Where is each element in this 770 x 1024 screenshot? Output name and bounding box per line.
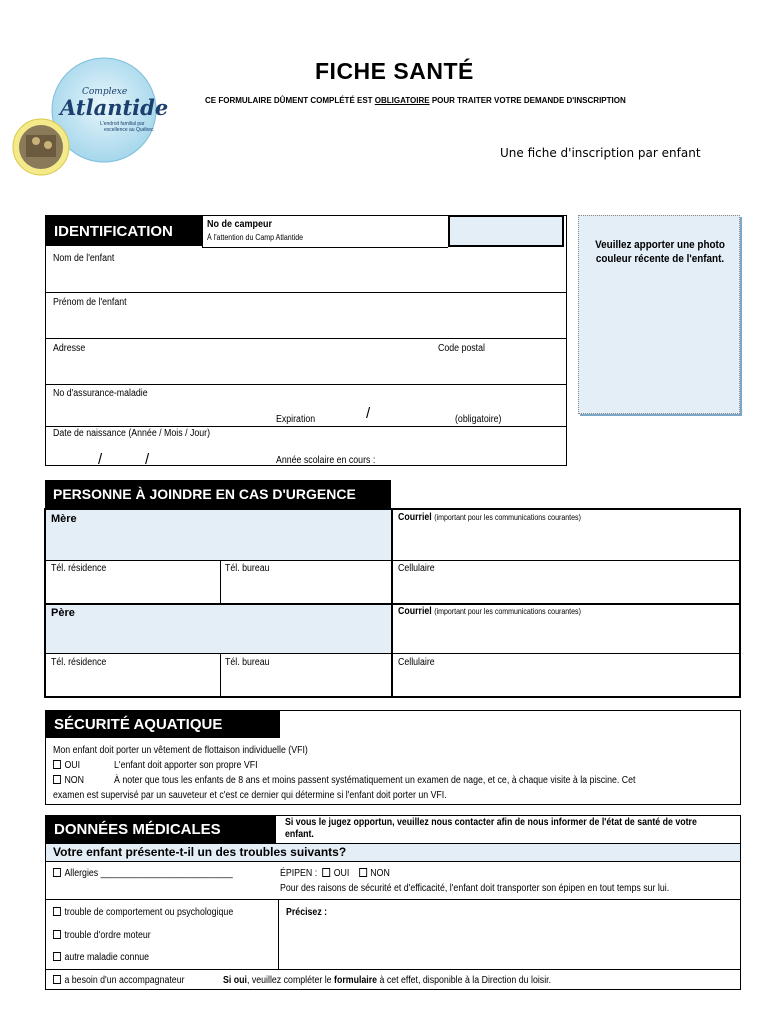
mother-home-tel-label: Tél. résidence	[51, 563, 107, 574]
companion-note-end: à cet effet, disponible à la Direction du loisir.	[377, 975, 552, 986]
camper-no-divider-h	[202, 247, 448, 248]
child-name-field[interactable]	[46, 265, 566, 290]
identification-heading-text: IDENTIFICATION	[54, 223, 173, 240]
aquatic-heading	[46, 711, 280, 738]
subtitle-underlined: OBLIGATOIRE	[374, 96, 430, 105]
allergies-row[interactable]	[53, 868, 233, 879]
companion-row[interactable]	[53, 975, 185, 986]
companion-note-bold: Si oui	[223, 975, 247, 986]
father-email-note: (important pour les communications courantes)	[434, 607, 581, 616]
epipen-row	[280, 868, 390, 879]
father-email-label-text: Courriel	[398, 606, 432, 617]
mother-work-tel-label: Tél. bureau	[225, 563, 270, 574]
expiration-slash: /	[366, 405, 371, 422]
logo-tagline-2: excellence au Québec	[104, 127, 154, 133]
school-year-label: Année scolaire en cours :	[276, 455, 376, 466]
father-work-tel-field[interactable]	[222, 669, 389, 695]
school-year-field[interactable]	[380, 450, 560, 464]
subtitle-part-1: CE FORMULAIRE DÛMENT COMPLÉTÉ EST	[205, 96, 375, 105]
divider	[46, 560, 740, 561]
father-cell-field[interactable]	[394, 669, 738, 695]
father-name-field[interactable]	[46, 605, 391, 653]
subtitle-part-2: POUR TRAITER VOTRE DEMANDE D'INSCRIPTION	[429, 96, 626, 105]
allergies-label: Allergies ___________________________	[64, 868, 233, 879]
vfi-oui-checkbox[interactable]	[53, 760, 61, 769]
identification-heading	[46, 216, 202, 246]
vfi-non-checkbox[interactable]	[53, 775, 61, 784]
epipen-oui-checkbox[interactable]	[322, 868, 330, 877]
specify-label: Précisez :	[286, 907, 328, 918]
camper-no-divider	[202, 215, 203, 247]
logo-main-text: Atlantide	[60, 95, 169, 120]
epipen-label: ÉPIPEN :	[280, 868, 318, 879]
vfi-non-row[interactable]	[53, 775, 84, 786]
child-firstname-field[interactable]	[46, 309, 566, 336]
camper-no-label: No de campeur	[207, 219, 273, 230]
epipen-oui-label: OUI	[333, 868, 350, 879]
father-label: Père	[51, 607, 75, 619]
camper-no-input[interactable]	[448, 215, 564, 247]
address-label: Adresse	[53, 343, 86, 354]
divider	[45, 338, 567, 339]
date-of-birth-label: Date de naissance (Année / Mois / Jour)	[53, 428, 211, 439]
other-illness-label: autre maladie connue	[64, 952, 150, 963]
companion-checkbox[interactable]	[53, 975, 61, 984]
epipen-note: Pour des raisons de sécurité et d'efficacité, l'enfant doit transporter son épipen en tout temps sur lui.	[280, 883, 670, 894]
mother-label: Mère	[51, 513, 77, 525]
divider	[46, 899, 740, 900]
father-email-field[interactable]	[394, 619, 738, 652]
epipen-non-label: NON	[370, 868, 390, 879]
medical-heading-text: DONNÉES MÉDICALES	[54, 821, 221, 838]
motor-checkbox[interactable]	[53, 930, 61, 939]
camper-no-sublabel: À l'attention du Camp Atlantide	[207, 233, 304, 242]
child-firstname-label: Prénom de l'enfant	[53, 297, 127, 308]
logo-graphic	[8, 55, 168, 185]
logo-top-text: Complexe	[82, 87, 128, 97]
companion-label: a besoin d'un accompagnateur	[64, 975, 185, 986]
mandatory-label: (obligatoire)	[455, 414, 502, 425]
epipen-non-checkbox[interactable]	[359, 868, 367, 877]
vfi-non-label: NON	[64, 775, 85, 786]
address-field[interactable]	[46, 355, 426, 382]
photo-note: Veuillez apporter une photo couleur récente de l'enfant.	[595, 239, 725, 265]
other-illness-row[interactable]	[53, 952, 149, 963]
father-home-tel-label: Tél. résidence	[51, 657, 107, 668]
motor-row[interactable]	[53, 930, 151, 941]
aquatic-heading-text: SÉCURITÉ AQUATIQUE	[54, 716, 223, 733]
behavior-checkbox[interactable]	[53, 907, 61, 916]
divider	[220, 653, 221, 696]
companion-note	[223, 975, 551, 986]
vfi-non-text: À noter que tous les enfants de 8 ans et moins passent systématiquement un examen de nage, et ce, à chaque visite à la piscine. Cet	[114, 775, 636, 786]
father-email-label	[398, 606, 581, 617]
divider	[45, 292, 567, 293]
mother-name-field[interactable]	[46, 510, 391, 560]
expiration-label: Expiration	[276, 414, 316, 425]
expiration-field[interactable]	[330, 404, 430, 424]
vfi-statement: Mon enfant doit porter un vêtement de flottaison individuelle (VFI)	[53, 745, 308, 756]
divider	[45, 426, 567, 427]
medical-intro: Si vous le jugez opportun, veuillez nous contacter afin de nous informer de l'état de santé de votre enfant.	[285, 817, 697, 840]
page-subtitle	[205, 96, 626, 105]
camp-logo	[8, 55, 168, 185]
emergency-heading	[45, 480, 391, 508]
divider	[220, 560, 221, 603]
postal-code-label: Code postal	[438, 343, 485, 354]
dob-slash-1: /	[98, 451, 103, 468]
logo-tagline-1: L'endroit familial par	[100, 121, 145, 127]
mother-cell-label: Cellulaire	[398, 563, 435, 574]
allergies-checkbox[interactable]	[53, 868, 61, 877]
medical-heading	[46, 816, 276, 843]
divider	[46, 653, 740, 654]
one-form-per-child-note: Une fiche d'inscription par enfant	[500, 146, 701, 160]
mother-home-tel-field[interactable]	[47, 575, 218, 601]
father-home-tel-field[interactable]	[47, 669, 218, 695]
behavior-row[interactable]	[53, 907, 233, 918]
father-cell-label: Cellulaire	[398, 657, 435, 668]
vfi-oui-row[interactable]	[53, 760, 80, 771]
mother-email-label	[398, 512, 581, 523]
mother-cell-field[interactable]	[394, 575, 738, 601]
emergency-heading-text: PERSONNE À JOINDRE EN CAS D'URGENCE	[53, 486, 356, 502]
photo-box	[578, 215, 740, 414]
companion-note-mid: , veuillez compléter le	[246, 975, 335, 986]
divider	[278, 899, 279, 969]
page-title: FICHE SANTÉ	[315, 58, 474, 84]
child-name-label: Nom de l'enfant	[53, 253, 115, 264]
mother-work-tel-field[interactable]	[222, 575, 389, 601]
medical-question: Votre enfant présente-t-il un des troubles suivants?	[53, 845, 347, 859]
divider	[45, 384, 567, 385]
health-insurance-label: No d'assurance-maladie	[53, 388, 148, 399]
vfi-oui-label: OUI	[64, 760, 81, 771]
mother-email-field[interactable]	[394, 525, 738, 559]
date-of-birth-field[interactable]	[60, 446, 180, 464]
vfi-supervision-text: examen est supervisé par un sauveteur et c'est ce dernier qui détermine si l'enfant doit porter un VFI.	[53, 790, 447, 801]
motor-label: trouble d'ordre moteur	[64, 930, 151, 941]
mother-email-note: (important pour les communications courantes)	[434, 513, 581, 522]
postal-code-field[interactable]	[436, 355, 564, 382]
divider	[46, 969, 740, 970]
companion-form-link: formulaire	[334, 975, 378, 986]
mother-email-label-text: Courriel	[398, 512, 432, 523]
vfi-oui-text: L'enfant doit apporter son propre VFI	[114, 760, 258, 771]
other-illness-checkbox[interactable]	[53, 952, 61, 961]
health-insurance-field[interactable]	[46, 400, 266, 422]
behavior-label: trouble de comportement ou psychologique	[64, 907, 234, 918]
specify-field[interactable]	[282, 920, 737, 966]
father-work-tel-label: Tél. bureau	[225, 657, 270, 668]
dob-slash-2: /	[145, 451, 150, 468]
medical-question-bar	[46, 843, 740, 862]
